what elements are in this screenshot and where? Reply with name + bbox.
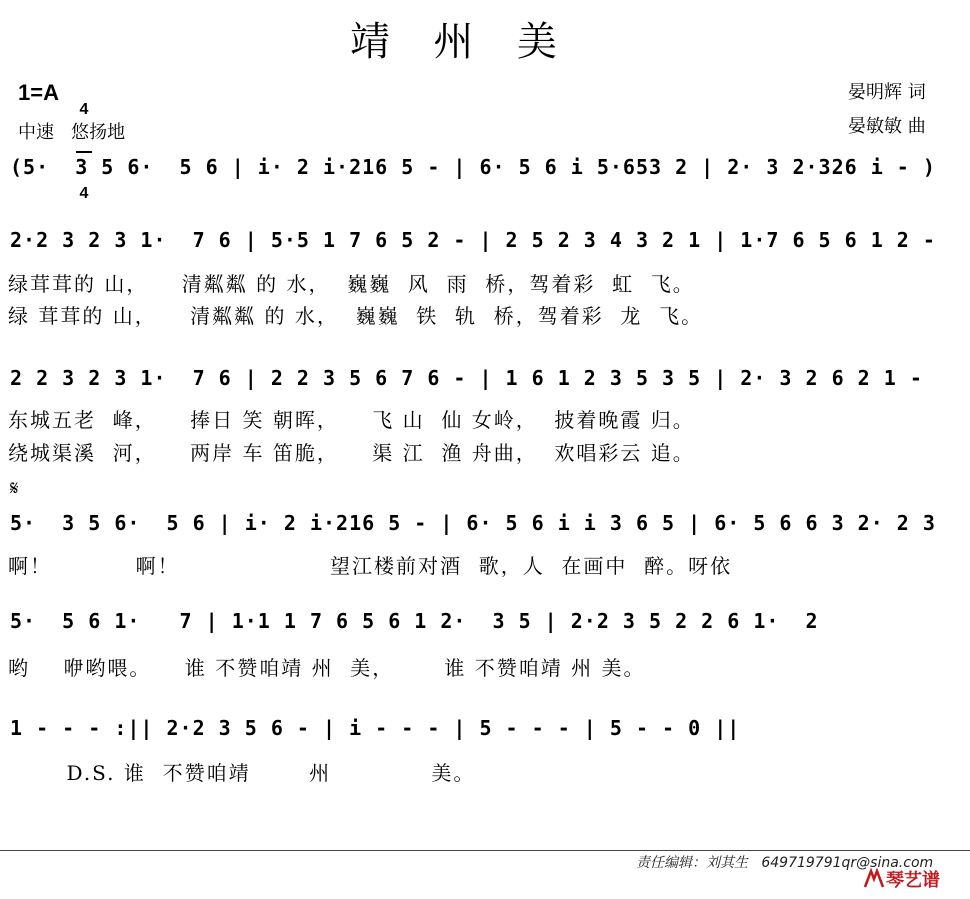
intro-notes: (5· 3 5 6· 5 6 | i· 2 i·216 5 - | 6· 5 6 i 5·653 2 | 2· 3 2·326 i - ) [10, 155, 936, 179]
lyrics-row-3: 啊！ 啊！ 望江楼前对酒 歌，人 在画中 醉。呀依 [8, 554, 733, 578]
lyricist-credit: 晏明辉 词 [848, 82, 926, 103]
notes-row-4: 5· 5 6 1· 7 | 1·1 1 7 6 5 6 1 2· 3 5 | 2·2 3 5 2 2 6 1· 2 [10, 609, 819, 633]
composer-credit: 晏敏敏 曲 [848, 116, 926, 137]
notes-row-2: 2 2 3 2 3 1· 7 6 | 2 2 3 5 6 7 6 - | 1 6 1 2 3 5 3 5 | 2· 3 2 6 2 1 - [10, 366, 923, 390]
song-title: 靖 州 美 [350, 19, 563, 65]
tempo-marking: 中速 悠扬地 [18, 122, 126, 143]
lyrics-row-1-verse-2: 绿 茸茸的 山， 清粼粼 的 水， 巍巍 铁 轨 桥，驾着彩 龙 飞。 [8, 304, 704, 328]
logo-text: 琴艺谱 [886, 870, 940, 891]
time-signature-bottom: 4 [79, 185, 89, 202]
lyrics-row-5: D.S. 谁 不赞咱靖 州 美。 [8, 761, 476, 785]
key-signature: 1=A [18, 80, 59, 105]
footer-editor-credit: 责任编辑：刘其生 649719791qr@sina.com [636, 855, 934, 871]
notes-row-1: 2·2 3 2 3 1· 7 6 | 5·5 1 7 6 5 2 - | 2 5 2 3 4 3 2 1 | 1·7 6 5 6 1 2 - [10, 228, 936, 252]
notes-row-5: 1 - - - :|| 2·2 3 5 6 - | i - - - | 5 - - - | 5 - - 0 || [10, 716, 741, 740]
lyrics-row-4: 哟 咿哟喂。 谁 不赞咱靖 州 美， 谁 不赞咱靖 州 美。 [8, 656, 646, 680]
lyrics-row-1-verse-1: 绿茸茸的 山， 清粼粼 的 水， 巍巍 风 雨 桥，驾着彩 虹 飞。 [8, 272, 695, 296]
footer-divider [0, 850, 970, 851]
logo-icon [862, 867, 886, 891]
site-logo [862, 866, 940, 892]
time-signature [76, 70, 92, 218]
time-signature-top: 4 [79, 101, 89, 118]
lyrics-row-2-verse-2: 绕城渠溪 河， 两岸 车 笛脆， 渠 江 渔 舟曲， 欢唱彩云 追。 [8, 441, 695, 465]
segno-sign: 𝄋 [10, 476, 19, 500]
lyrics-row-2-verse-1: 东城五老 峰， 捧日 笑 朝晖， 飞 山 仙 女岭， 披着晚霞 归。 [8, 408, 695, 432]
notes-row-3: 5· 3 5 6· 5 6 | i· 2 i·216 5 - | 6· 5 6 i i 3 6 5 | 6· 5 6 6 3 2· 2 3 [10, 511, 936, 535]
